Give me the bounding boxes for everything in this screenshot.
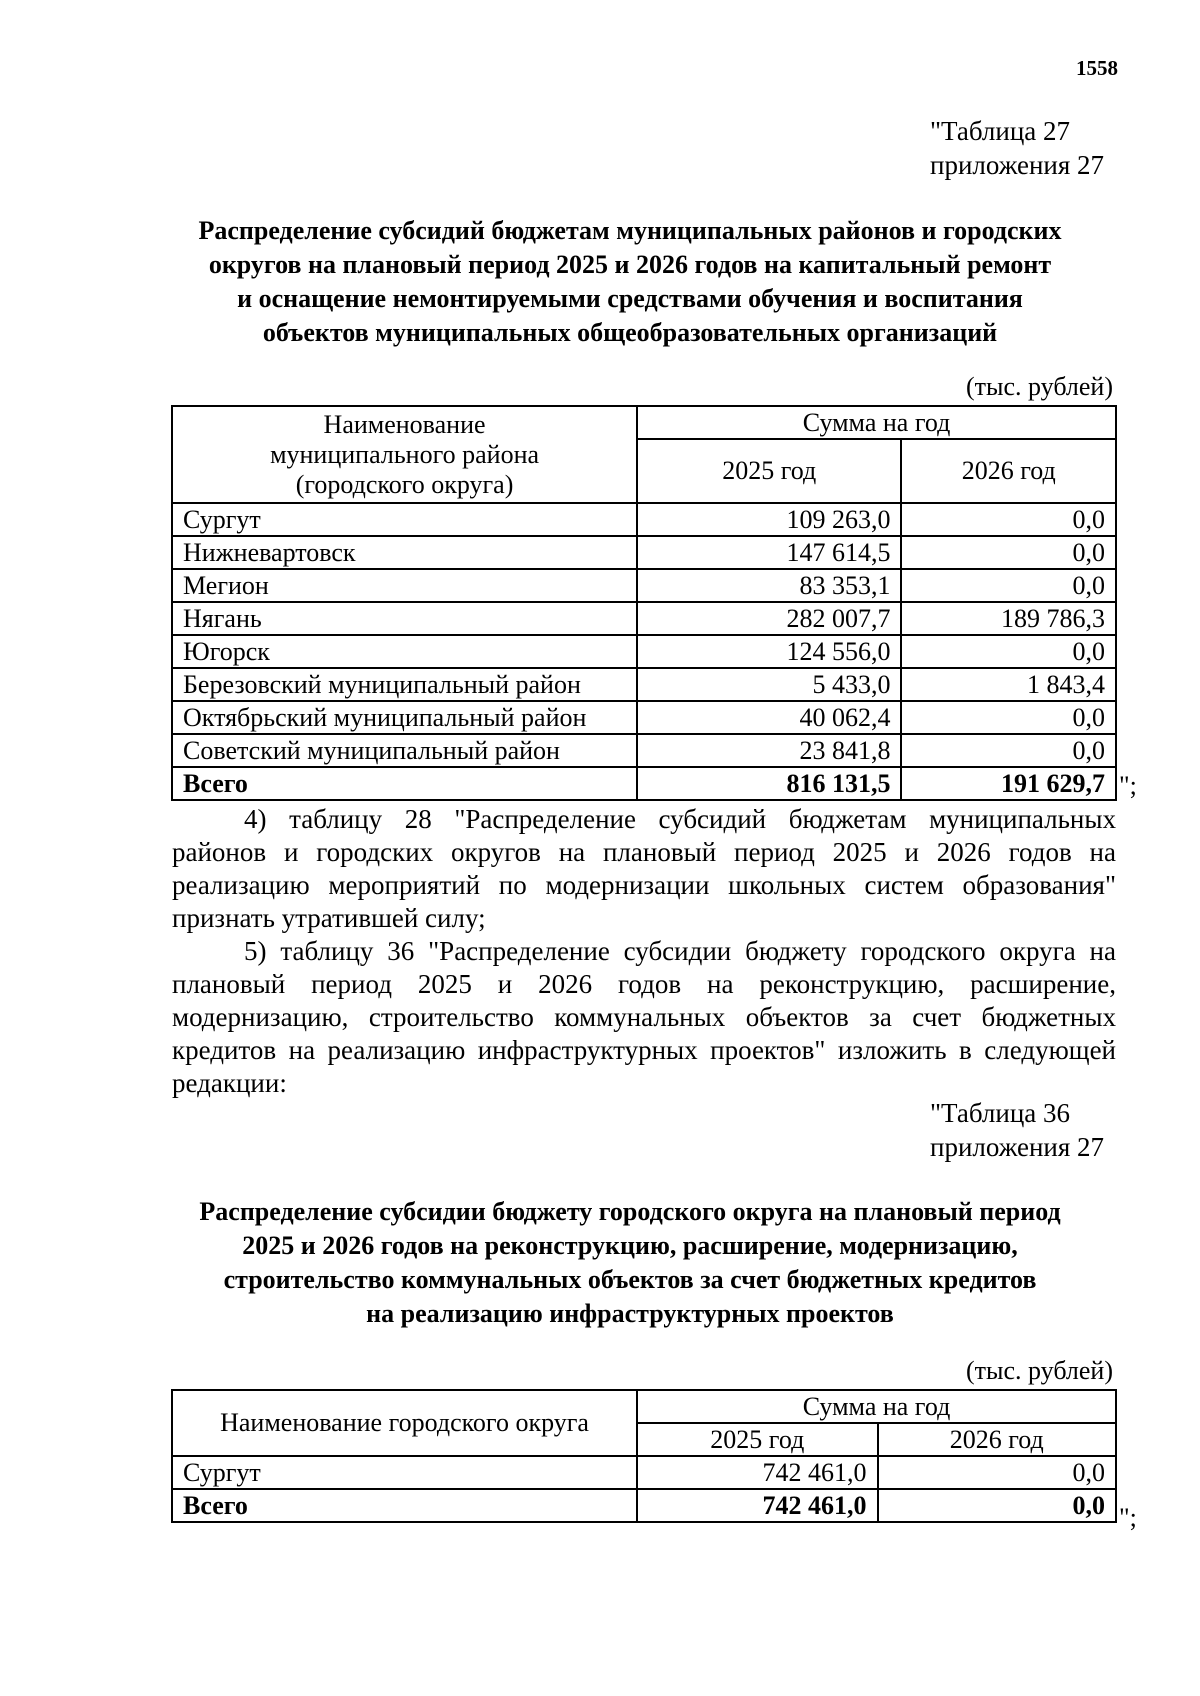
header-name-line: Наименование (323, 409, 486, 439)
total-2026: 0,0 (878, 1489, 1116, 1522)
row-name: Нягань (172, 602, 637, 635)
table-36-ref-line1: "Таблица 36 (930, 1098, 1070, 1128)
page-number: 1558 (1076, 56, 1118, 80)
total-2025: 742 461,0 (637, 1489, 877, 1522)
title-line: на реализацию инфраструктурных проектов (366, 1299, 894, 1328)
title-line: объектов муниципальных общеобразовательных организаций (262, 318, 998, 347)
header-name-line: (городского округа) (295, 469, 514, 499)
table-27-ref-line2: приложения 27 (930, 150, 1105, 180)
row-2026: 0,0 (901, 635, 1116, 668)
table-27 (171, 405, 1117, 801)
title-line: округов на плановый период 2025 и 2026 годов на капитальный ремонт (208, 250, 1052, 279)
header-year-2025: 2025 год (637, 1423, 877, 1456)
table-27-closing-quote: "; (1119, 771, 1137, 800)
table-36-reference (930, 1096, 1104, 1164)
title-line: Распределение субсидии бюджету городского округа на плановый период (199, 1197, 1061, 1226)
table-row (172, 602, 1116, 635)
header-year-2026: 2026 год (878, 1423, 1116, 1456)
row-name: Сургут (172, 1456, 637, 1489)
paragraph-5: 5) таблицу 36 "Распределение субсидии бюджету городского округа на плановый период 2025 и 2026 годов на реконструкцию, расширение, модернизацию, строительство коммунальных объектов за счет бюджетных кредитов на реализацию инфраструктурных проектов" изложить в следующей редакции: (172, 936, 1116, 1098)
row-2025: 40 062,4 (637, 701, 901, 734)
row-2026: 0,0 (878, 1456, 1116, 1489)
row-name: Сургут (172, 503, 637, 536)
table-row (172, 701, 1116, 734)
row-2025: 147 614,5 (637, 536, 901, 569)
row-2025: 109 263,0 (637, 503, 901, 536)
paragraph-4: 4) таблицу 28 "Распределение субсидий бюджетам муниципальных районов и городских округов на плановый период 2025 и 2026 годов на реализацию мероприятий по модернизации школьных систем образования" признать утратившей силу; (172, 804, 1116, 933)
title-line: и оснащение немонтируемыми средствами обучения и воспитания (237, 284, 1023, 313)
total-row (172, 767, 1116, 800)
row-2026: 0,0 (901, 536, 1116, 569)
table-row (172, 635, 1116, 668)
row-2025: 124 556,0 (637, 635, 901, 668)
table-36-title (150, 1195, 1110, 1331)
row-name: Октябрьский муниципальный район (172, 701, 637, 734)
total-name: Всего (172, 1489, 637, 1522)
table-row (172, 536, 1116, 569)
total-row (172, 1489, 1116, 1522)
total-2025: 816 131,5 (637, 767, 901, 800)
row-2026: 0,0 (901, 734, 1116, 767)
row-2025: 742 461,0 (637, 1456, 877, 1489)
table-36 (171, 1389, 1117, 1523)
row-name: Югорск (172, 635, 637, 668)
table-27-ref-line1: "Таблица 27 (930, 116, 1070, 146)
table-36-units: (тыс. рублей) (965, 1356, 1113, 1385)
header-year-2025: 2025 год (637, 439, 901, 503)
row-2026: 0,0 (901, 701, 1116, 734)
total-name: Всего (172, 767, 637, 800)
title-line: строительство коммунальных объектов за счет бюджетных кредитов (223, 1265, 1037, 1294)
amendment-paragraphs (172, 803, 1116, 1100)
table-row (172, 1456, 1116, 1489)
row-name: Нижневартовск (172, 536, 637, 569)
table-27-reference (930, 114, 1104, 182)
header-sum: Сумма на год (637, 1390, 1116, 1423)
row-name: Советский муниципальный район (172, 734, 637, 767)
header-sum: Сумма на год (637, 406, 1116, 439)
title-line: 2025 и 2026 годов на реконструкцию, расширение, модернизацию, (242, 1231, 1018, 1260)
table-36-closing-quote: "; (1119, 1503, 1137, 1532)
table-row (172, 569, 1116, 602)
row-2025: 282 007,7 (637, 602, 901, 635)
title-line: Распределение субсидий бюджетам муниципальных районов и городских (198, 216, 1062, 245)
header-name-cell: Наименование городского округа (172, 1390, 637, 1456)
header-name-line: муниципального района (270, 439, 540, 469)
header-name-cell (172, 406, 637, 503)
table-27-units: (тыс. рублей) (965, 372, 1113, 401)
table-row (172, 734, 1116, 767)
total-2026: 191 629,7 (901, 767, 1116, 800)
row-name: Мегион (172, 569, 637, 602)
row-2025: 5 433,0 (637, 668, 901, 701)
row-2026: 0,0 (901, 503, 1116, 536)
table-36-ref-line2: приложения 27 (930, 1132, 1105, 1162)
row-2025: 23 841,8 (637, 734, 901, 767)
table-row (172, 668, 1116, 701)
row-2026: 0,0 (901, 569, 1116, 602)
header-year-2026: 2026 год (901, 439, 1116, 503)
row-2025: 83 353,1 (637, 569, 901, 602)
row-name: Березовский муниципальный район (172, 668, 637, 701)
table-27-title (150, 214, 1110, 350)
row-2026: 1 843,4 (901, 668, 1116, 701)
table-row (172, 503, 1116, 536)
row-2026: 189 786,3 (901, 602, 1116, 635)
